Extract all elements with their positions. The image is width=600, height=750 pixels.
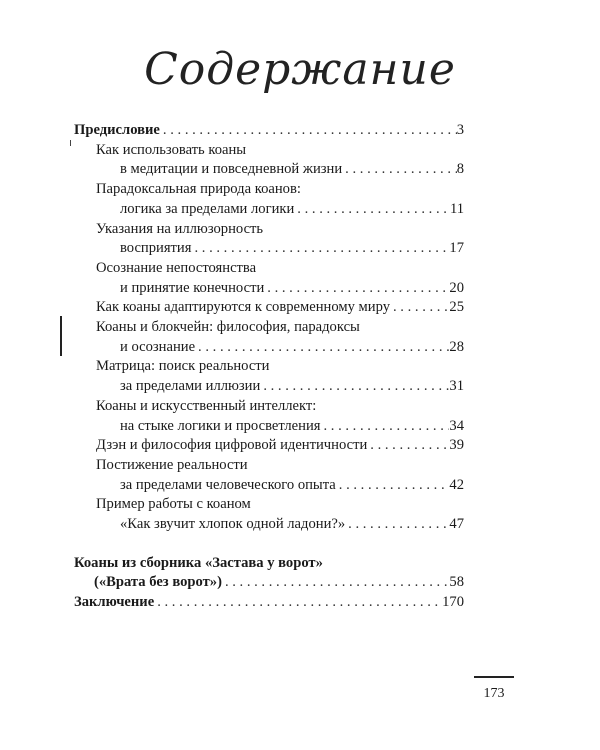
dot-leader [390,298,449,318]
toc-entry-title: за пределами человеческого опыта [120,476,336,493]
toc-entry-title: («Врата без ворот») [94,574,222,591]
dot-leader [336,476,450,496]
toc-entry [74,318,464,357]
dot-leader [195,338,449,358]
toc-entry-title: и осознание [120,338,196,355]
toc-entry-line [96,436,464,456]
dot-leader [345,515,449,535]
margin-mark [60,316,62,356]
toc-entry-title: Осознание непостоянства [96,259,257,276]
dot-leader [320,417,449,437]
toc-entry-title: Постижение реальности [96,456,248,473]
toc-entry-line [96,338,464,358]
margin-tick [70,140,71,146]
toc-page-number: 20 [449,279,464,296]
toc-page-number: 34 [449,417,464,434]
toc-entry-line [96,200,464,220]
toc-entry-title: за пределами иллюзии [120,378,261,395]
dot-leader [367,436,449,456]
toc-entry-line [74,593,464,613]
toc-entry-line [74,573,464,593]
toc-entry [74,298,464,318]
dot-leader [294,200,450,220]
toc-entry-line [96,377,464,397]
page-title: Содержание [144,44,456,95]
table-of-contents [74,121,464,613]
toc-entry [74,554,464,593]
dot-leader [342,160,457,180]
toc-page-number: 42 [449,476,464,493]
dot-leader [191,239,449,259]
toc-entry-title: Коаны и искусственный интеллект: [96,397,317,414]
toc-entry [74,141,464,180]
toc-entry [74,220,464,259]
toc-entry-line [96,298,464,318]
toc-entry-title: Предисловие [74,122,160,138]
toc-entry [74,495,464,534]
dot-leader [264,279,449,299]
toc-entry-title: Как коаны адаптируются к современному миру [96,299,390,316]
toc-page-number: 28 [449,338,464,355]
toc-entry [74,357,464,396]
dot-leader [222,573,449,593]
toc-entry-line [96,515,464,535]
toc-entry-title: Как использовать коаны [96,141,247,158]
toc-entry-title: на стыке логики и просветления [120,417,321,434]
toc-entry-line [96,417,464,437]
toc-page-number: 58 [449,574,464,591]
dot-leader [154,593,442,613]
toc-entry [74,121,464,141]
toc-entry-line [96,476,464,496]
toc-page-number: 39 [449,437,464,454]
toc-entry-title: восприятия [120,240,192,257]
toc-entry-line [96,160,464,180]
toc-page-number: 8 [456,161,464,178]
page-number: 173 [483,686,505,701]
toc-entry-title: Пример работы с коаном [96,496,251,513]
toc-entry-title: и принятие конечности [120,279,265,296]
footer-rule [474,676,514,678]
toc-entry-title: Указания на иллюзорность [96,220,264,237]
toc-page-number: 17 [449,240,464,257]
toc-page-number: 170 [442,594,464,611]
toc-page-number: 3 [456,122,464,138]
toc-entry-title: в медитации и повседневной жизни [120,161,343,178]
toc-page-number: 47 [449,516,464,533]
toc-entry [74,259,464,298]
toc-entry-title: Матрица: поиск реальности [96,358,270,375]
toc-entry-line [96,279,464,299]
toc-entry-title: Коаны и блокчейн: философия, парадоксы [96,319,360,336]
toc-entry [74,397,464,436]
toc-entry-line [74,121,464,141]
toc-entry-title: Коаны из сборника «Застава у ворот» [74,554,323,571]
toc-entry-title: Парадоксальная природа коанов: [96,181,301,198]
toc-entry-title: «Как звучит хлопок одной ладони?» [120,516,346,533]
toc-entry [74,436,464,456]
toc-entry [74,593,464,613]
toc-entry [74,456,464,495]
toc-page-number: 25 [449,299,464,316]
toc-entry-title: Дзэн и философия цифровой идентичности [96,437,368,454]
toc-entry-title: логика за пределами логики [120,200,295,217]
dot-leader [160,121,457,141]
toc-entry-title: Заключение [74,594,155,611]
toc-page-number: 11 [449,200,464,217]
toc-page-number: 31 [449,378,464,395]
toc-entry-line [96,239,464,259]
dot-leader [260,377,449,397]
toc-entry [74,180,464,219]
